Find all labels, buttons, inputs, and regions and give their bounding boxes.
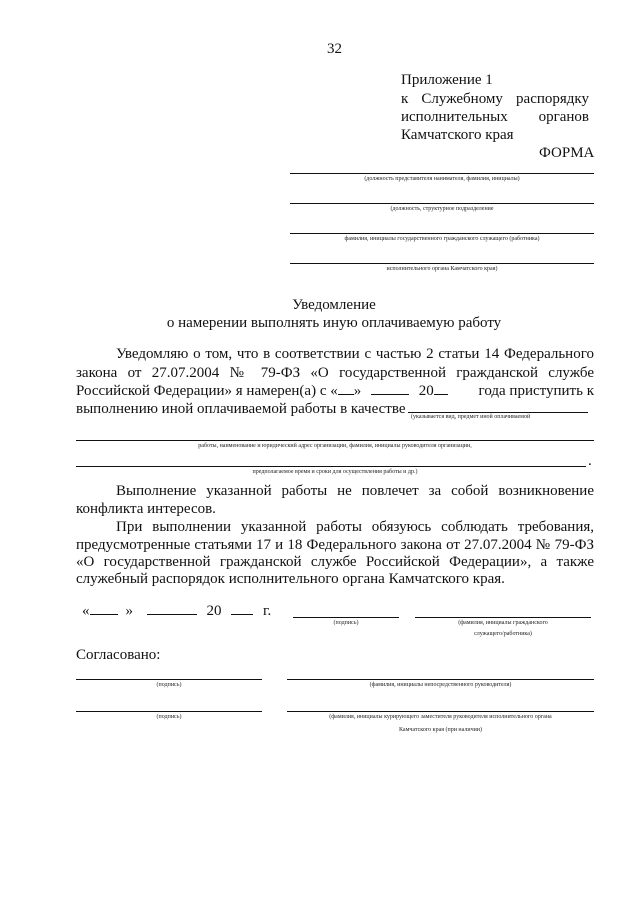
para1-line-2: закона от 27.07.2004 № 79-ФЗ «О государственной гражданской службе (76, 365, 594, 381)
supervisor-signature-caption: (подпись) (156, 682, 182, 688)
employee-name-line[interactable] (415, 617, 591, 618)
employee-signature-caption: (подпись) (333, 620, 359, 626)
para3-line-1: При выполнении указанной работы обязуюсь соблюдать требования, (116, 519, 594, 535)
addressee-line-2 (290, 203, 594, 204)
deputy-name-caption-2: Камчатского края (при наличии) (398, 727, 482, 733)
para1-line-3-close-quote: » (353, 383, 362, 399)
work-type-line-3[interactable] (76, 466, 586, 467)
work-line-period: . (588, 453, 592, 469)
deputy-signature-line[interactable] (76, 711, 262, 712)
work-caption-1: (указывается вид, предмет иной оплачиваемой (411, 414, 531, 420)
date-year-prefix: 20 (206, 603, 222, 619)
date-open-quote: « (82, 603, 90, 619)
para3-line-3: «О государственной гражданской службе Российской Федерации», а также (76, 554, 594, 570)
page-number: 32 (327, 41, 342, 57)
addressee-caption-3: фамилия, инициалы государственного гражданского служащего (работника) (344, 236, 540, 242)
para1-year-prefix: 20 (418, 383, 434, 399)
addressee-caption-1: (должность представителя нанимателя, фамилия, инициалы) (364, 176, 520, 182)
work-type-line-1[interactable] (408, 412, 588, 413)
supervisor-name-caption: (фамилия, инициалы непосредственного руководителя) (369, 682, 512, 688)
date-day-field[interactable] (90, 602, 118, 615)
work-type-line-2[interactable] (76, 440, 594, 441)
addressee-line-1 (290, 173, 594, 174)
deputy-name-caption-1: (фамилия, инициалы курирующего заместителя руководителя исполнительного органа (329, 714, 552, 720)
date-year-suffix: г. (263, 603, 272, 619)
date-year-field[interactable] (231, 602, 253, 615)
form-label: ФОРМА (539, 145, 595, 161)
document-title: Уведомление (292, 297, 376, 313)
document-subtitle: о намерении выполнять иную оплачиваемую работу (166, 315, 502, 331)
appendix-line-1: Приложение 1 (401, 72, 493, 88)
employee-name-caption-1: (фамилия, инициалы гражданского (458, 620, 548, 626)
date-close-quote: » (125, 603, 133, 619)
para3-line-4: служебный распорядок исполнительного органа Камчатского края. (76, 571, 505, 587)
deputy-name-line[interactable] (287, 711, 594, 712)
para3-line-2: предусмотренные статьями 17 и 18 Федерального закона от 27.07.2004 № 79-ФЗ (76, 537, 594, 553)
addressee-line-3 (290, 233, 594, 234)
appendix-line-3: исполнительных органов (401, 109, 589, 125)
deputy-signature-caption: (подпись) (156, 714, 182, 720)
approved-label: Согласовано: (76, 647, 161, 663)
addressee-line-4 (290, 263, 594, 264)
start-month-field[interactable] (371, 382, 409, 395)
para1-line-3 (76, 382, 594, 400)
employee-name-caption-2: служащего/работника) (474, 631, 532, 637)
para1-line-4: выполнению иной оплачиваемой работы в качестве (76, 401, 406, 417)
work-caption-2: работы, наименование и юридический адрес организации, фамилия, инициалы руководителя организации, (198, 443, 472, 449)
supervisor-name-line[interactable] (287, 679, 594, 680)
para1-line-3-start: Российской Федерации» я намерен(а) с « (76, 383, 338, 399)
para1-line-1: Уведомляю о том, что в соответствии с частью 2 статьи 14 Федерального (116, 346, 594, 362)
supervisor-signature-line[interactable] (76, 679, 262, 680)
appendix-line-4: Камчатского края (401, 127, 514, 143)
start-day-field[interactable] (338, 382, 354, 395)
date-month-field[interactable] (147, 602, 197, 615)
appendix-line-2: к Служебному распорядку (401, 91, 589, 107)
para1-line-3-end: года приступить к (478, 383, 594, 399)
para2-line-1: Выполнение указанной работы не повлечет за собой возникновение (116, 483, 594, 499)
employee-signature-line[interactable] (293, 617, 399, 618)
addressee-caption-2: (должность, структурное подразделение (390, 206, 494, 212)
addressee-caption-4: исполнительного органа Камчатского края) (386, 266, 498, 272)
start-year-field[interactable] (434, 382, 448, 395)
para2-line-2: конфликта интересов. (76, 501, 216, 517)
work-caption-3: предполагаемое время и сроки для осуществления работы и др.) (252, 469, 418, 475)
date-row (82, 602, 271, 620)
